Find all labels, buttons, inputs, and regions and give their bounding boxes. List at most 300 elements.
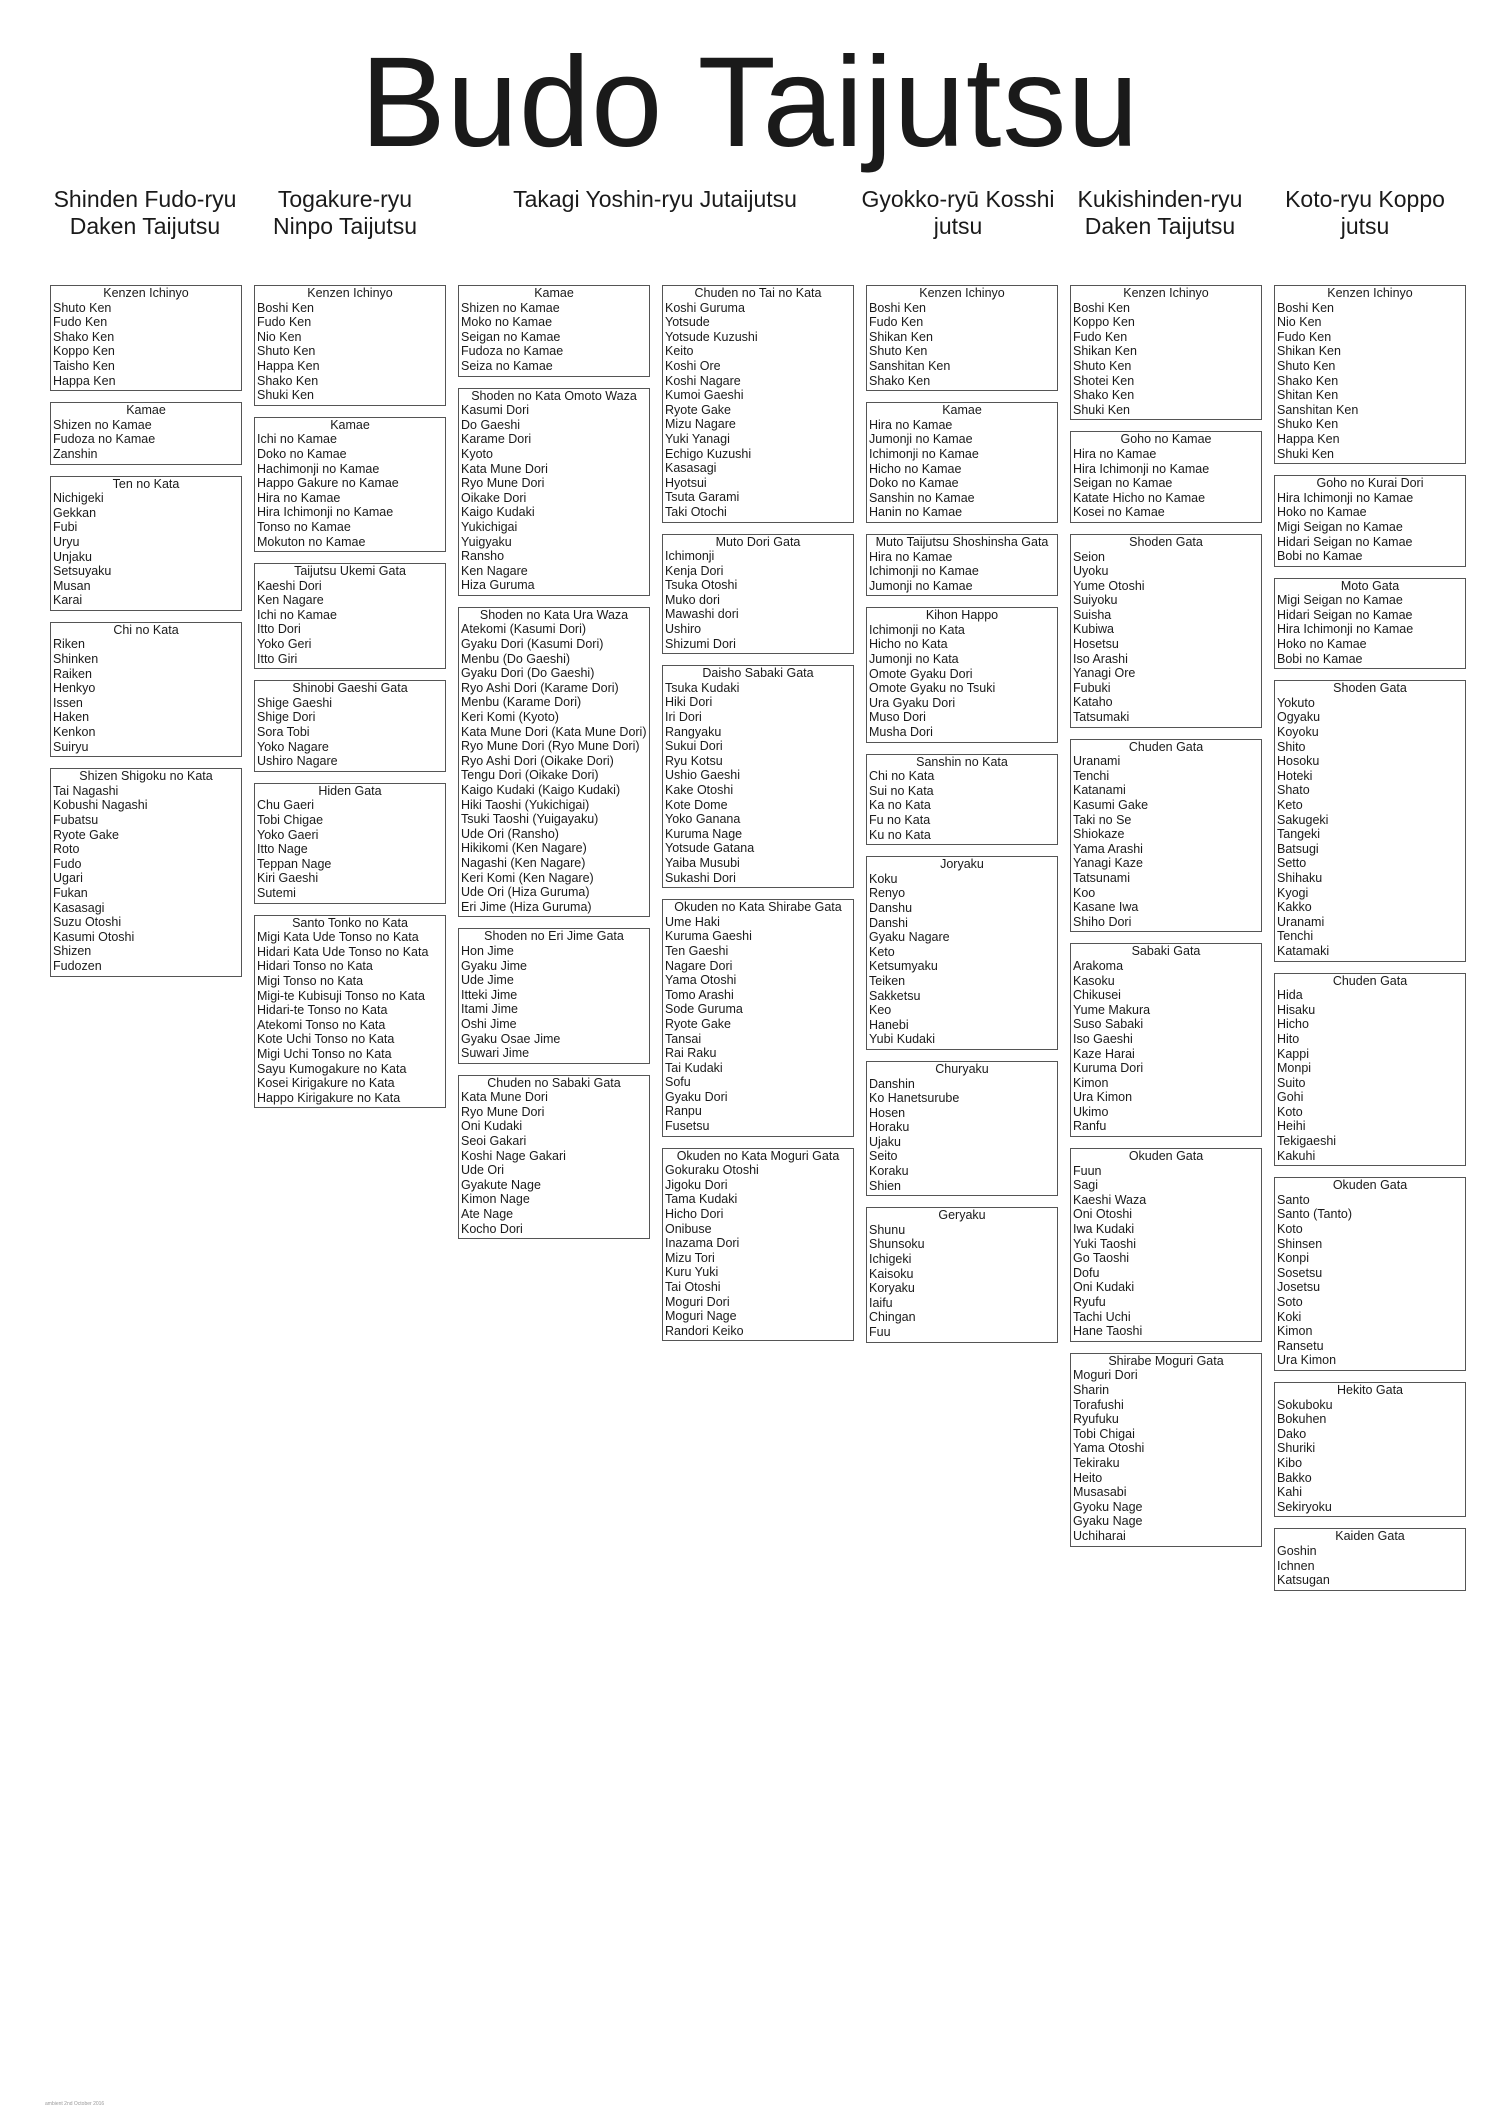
- technique-item: Gohi: [1277, 1090, 1304, 1105]
- technique-item: Yoko Geri: [257, 637, 312, 652]
- technique-item: Soto: [1277, 1295, 1303, 1309]
- group-title: Shoden Gata: [1333, 681, 1407, 696]
- technique-item: Tai Otoshi: [665, 1280, 721, 1294]
- group-title: Shoden no Kata Omoto Waza: [471, 388, 637, 403]
- technique-item: Yama Otoshi: [665, 973, 737, 988]
- technique-item: Tonso no Kamae: [257, 519, 351, 534]
- technique-item: Koppo Ken: [53, 344, 115, 359]
- technique-item: Shitan Ken: [1277, 388, 1339, 403]
- technique-item: Migi Seigan no Kamae: [1277, 593, 1403, 608]
- technique-column: [254, 285, 446, 1119]
- technique-item: Ichnen: [1277, 1558, 1315, 1573]
- technique-item: Happo Kirigakure no Kata: [257, 1090, 401, 1105]
- group-title: Shoden no Eri Jime Gata: [484, 929, 624, 944]
- technique-item: Monpi: [1277, 1061, 1312, 1076]
- technique-item: Keri Komi (Kyoto): [461, 710, 559, 725]
- technique-group-box: [1070, 943, 1262, 1137]
- technique-item: Yubi Kudaki: [869, 1032, 936, 1047]
- technique-item: Itto Giri: [257, 651, 298, 666]
- technique-item: Seigan no Kamae: [1073, 476, 1173, 491]
- technique-item: Keri Komi (Ken Nagare): [461, 870, 594, 885]
- technique-item: Nagare Dori: [665, 958, 733, 973]
- technique-item: Katsugan: [1277, 1573, 1330, 1588]
- technique-item: Shizumi Dori: [665, 636, 736, 651]
- technique-item: Ryufu: [1073, 1295, 1106, 1309]
- technique-column: [866, 285, 1058, 1354]
- technique-item: Shiho Dori: [1073, 914, 1132, 929]
- technique-item: Shien: [869, 1178, 901, 1193]
- technique-group-box: [458, 607, 650, 917]
- technique-item: Ude Jime: [461, 973, 514, 988]
- technique-item: Josetsu: [1277, 1280, 1321, 1295]
- group-title: Chuden no Tai no Kata: [694, 286, 822, 300]
- technique-item: Ushiro Nagare: [257, 754, 338, 769]
- technique-group-box: [1070, 1353, 1262, 1547]
- technique-item: Chingan: [869, 1310, 916, 1325]
- technique-item: Shikan Ken: [1073, 344, 1137, 359]
- technique-item: Hanebi: [869, 1017, 909, 1032]
- technique-item: Omote Gyaku Dori: [869, 666, 973, 681]
- technique-item: Happa Ken: [1277, 431, 1340, 446]
- technique-item: Kappi: [1277, 1046, 1309, 1061]
- technique-item: Shako Ken: [1277, 373, 1339, 388]
- technique-item: Suisha: [1073, 607, 1112, 622]
- technique-group-box: [1274, 1528, 1466, 1590]
- technique-item: Shuko Ken: [1277, 417, 1339, 432]
- technique-item: Yanagi Ore: [1073, 666, 1136, 681]
- technique-item: Kumoi Gaeshi: [665, 388, 744, 403]
- technique-item: Happa Ken: [257, 358, 320, 373]
- technique-item: Ken Nagare: [461, 563, 528, 578]
- technique-item: Fubatsu: [53, 813, 99, 827]
- technique-item: Hicho no Kata: [869, 637, 948, 652]
- technique-item: Kataho: [1073, 695, 1113, 710]
- technique-item: Tomo Arashi: [665, 987, 734, 1002]
- group-title: Chuden no Sabaki Gata: [487, 1075, 621, 1090]
- technique-item: Koraku: [869, 1164, 909, 1179]
- technique-item: Uchiharai: [1073, 1528, 1126, 1543]
- technique-item: Ryote Gake: [665, 402, 732, 417]
- group-title: Kamae: [126, 403, 166, 418]
- school-heading: Takagi Yoshin-ryu Jutaijutsu: [513, 186, 797, 212]
- technique-item: Kasumi Gake: [1073, 798, 1149, 812]
- technique-item: Gyakute Nage: [461, 1177, 541, 1192]
- technique-item: Yoko Ganana: [665, 812, 741, 827]
- technique-item: Nagashi (Ken Nagare): [461, 855, 586, 870]
- technique-group-box: [1274, 285, 1466, 464]
- group-title: Chi no Kata: [113, 622, 179, 637]
- technique-item: Setsuyaku: [53, 564, 112, 579]
- technique-item: Sofu: [665, 1075, 691, 1090]
- technique-item: Ichimonji no Kata: [869, 622, 965, 637]
- technique-item: Yume Makura: [1073, 1002, 1151, 1017]
- technique-item: Kimon: [1277, 1324, 1313, 1339]
- technique-item: Fudo Ken: [1277, 329, 1332, 344]
- technique-item: Katanami: [1073, 783, 1126, 798]
- technique-item: Tobi Chigae: [257, 813, 324, 827]
- school-heading: Kukishinden-ryu Daken Taijutsu: [1077, 186, 1243, 239]
- technique-item: Chikusei: [1073, 988, 1121, 1003]
- technique-item: Ransho: [461, 549, 505, 564]
- technique-group-box: [866, 285, 1058, 391]
- technique-item: Yaiba Musubi: [665, 855, 740, 870]
- technique-item: Fudoza no Kamae: [53, 432, 156, 447]
- technique-item: Koppo Ken: [1073, 315, 1135, 330]
- technique-item: Katate Hicho no Kamae: [1073, 490, 1206, 505]
- technique-item: Seoi Gakari: [461, 1134, 527, 1149]
- technique-item: Shotei Ken: [1073, 373, 1135, 388]
- technique-item: Mawashi dori: [665, 607, 739, 622]
- technique-item: Ude Ori (Ransho): [461, 826, 559, 841]
- technique-item: Teppan Nage: [257, 856, 332, 871]
- technique-item: Fudoza no Kamae: [461, 344, 564, 359]
- technique-item: Shinsen: [1277, 1236, 1323, 1251]
- technique-group-box: [458, 388, 650, 596]
- technique-item: Hira Ichimonji no Kamae: [1277, 490, 1414, 505]
- technique-item: Ume Haki: [665, 914, 720, 929]
- technique-item: Shizen no Kamae: [53, 417, 152, 432]
- technique-item: Gyaku Jime: [461, 958, 527, 973]
- technique-item: Go Taoshi: [1073, 1251, 1130, 1266]
- technique-item: Ichi no Kamae: [257, 432, 337, 447]
- technique-item: Hisaku: [1277, 1002, 1316, 1017]
- technique-item: Eri Jime (Hiza Guruma): [461, 899, 592, 914]
- technique-item: Sagi: [1073, 1178, 1099, 1193]
- technique-group-box: [254, 915, 446, 1109]
- technique-item: Tama Kudaki: [665, 1192, 738, 1207]
- group-title: Shinobi Gaeshi Gata: [292, 681, 408, 696]
- technique-group-box: [1274, 475, 1466, 567]
- technique-item: Gyaku Osae Jime: [461, 1031, 561, 1046]
- school-heading: Koto-ryu Koppo jutsu: [1285, 186, 1445, 239]
- technique-item: Hane Taoshi: [1073, 1324, 1143, 1339]
- technique-group-box: [254, 680, 446, 772]
- technique-item: Yotsude Gatana: [665, 841, 755, 856]
- technique-item: Danshu: [869, 900, 913, 915]
- technique-item: Tsuka Kudaki: [665, 680, 740, 695]
- technique-item: Jumonji no Kamae: [869, 432, 973, 447]
- technique-item: Taisho Ken: [53, 358, 115, 373]
- technique-item: Itto Nage: [257, 842, 308, 857]
- technique-item: Hicho Dori: [665, 1207, 724, 1222]
- technique-item: Hicho: [1277, 1017, 1309, 1032]
- technique-item: Shuto Ken: [257, 344, 316, 359]
- technique-item: Kimon Nage: [461, 1192, 530, 1207]
- technique-item: Shito: [1277, 739, 1306, 754]
- technique-item: Tsuka Otoshi: [665, 578, 738, 593]
- technique-item: Ranpu: [665, 1104, 702, 1119]
- technique-item: Ichigeki: [869, 1252, 912, 1267]
- technique-group-box: [866, 856, 1058, 1050]
- technique-item: Fusetsu: [665, 1119, 710, 1134]
- technique-item: Musha Dori: [869, 725, 933, 740]
- technique-item: Fuun: [1073, 1163, 1102, 1178]
- group-title: Daisho Sabaki Gata: [702, 666, 814, 681]
- technique-item: Ryo Ashi Dori (Oikake Dori): [461, 753, 614, 768]
- technique-item: Koshi Nagare: [665, 373, 741, 388]
- technique-column: [662, 285, 854, 1352]
- technique-item: Migi Seigan no Kamae: [1277, 519, 1403, 534]
- technique-item: Chi no Kata: [869, 769, 935, 784]
- technique-item: Kaze Harai: [1073, 1046, 1135, 1061]
- technique-item: Horaku: [869, 1120, 910, 1135]
- technique-item: Kimon: [1073, 1075, 1109, 1090]
- technique-item: Suwari Jime: [461, 1046, 530, 1061]
- technique-item: Menbu (Do Gaeshi): [461, 651, 571, 666]
- technique-item: Hosoku: [1277, 754, 1320, 769]
- technique-group-box: [1070, 739, 1262, 933]
- technique-item: Gyaku Dori (Kasumi Dori): [461, 637, 604, 652]
- technique-item: Iso Gaeshi: [1073, 1031, 1133, 1046]
- group-title: Shizen Shigoku no Kata: [79, 769, 213, 784]
- technique-item: Suiyoku: [1073, 593, 1118, 608]
- technique-item: Tatsunami: [1073, 870, 1130, 885]
- technique-group-box: [50, 476, 242, 611]
- technique-item: Gyaku Nagare: [869, 930, 950, 945]
- technique-item: Oshi Jime: [461, 1016, 517, 1031]
- technique-item: Shuto Ken: [869, 344, 928, 359]
- technique-item: Hidari-te Tonso no Kata: [257, 1003, 388, 1018]
- technique-item: Kake Otoshi: [665, 783, 734, 797]
- technique-item: Shuto Ken: [1073, 358, 1132, 373]
- group-title: Kenzen Ichinyo: [103, 286, 189, 300]
- group-title: Kaiden Gata: [1335, 1529, 1405, 1544]
- technique-item: Hira Ichimonji no Kamae: [257, 505, 394, 520]
- technique-item: Kahi: [1277, 1485, 1303, 1500]
- group-title: Geryaku: [938, 1208, 986, 1223]
- technique-item: Kosei no Kamae: [1073, 505, 1165, 520]
- school-heading: Shinden Fudo-ryu Daken Taijutsu: [53, 186, 237, 239]
- technique-item: Yotsude Kuzushi: [665, 329, 758, 344]
- technique-item: Boshi Ken: [257, 300, 314, 315]
- technique-item: Hidari Seigan no Kamae: [1277, 607, 1413, 622]
- technique-item: Yanagi Kaze: [1073, 856, 1143, 871]
- technique-item: Ryufuku: [1073, 1412, 1119, 1427]
- technique-item: Doko no Kamae: [257, 446, 347, 461]
- technique-item: Mizu Nagare: [665, 417, 736, 432]
- technique-item: Shuriki: [1277, 1441, 1316, 1456]
- technique-item: Sayu Kumogakure no Kata: [257, 1061, 407, 1076]
- technique-item: Shizen no Kamae: [461, 300, 560, 315]
- technique-item: Hidari Tonso no Kata: [257, 959, 373, 974]
- technique-item: Uranami: [1277, 914, 1325, 929]
- technique-item: Riken: [53, 637, 85, 652]
- technique-item: Hicho no Kamae: [869, 461, 962, 476]
- technique-item: Dofu: [1073, 1265, 1100, 1280]
- technique-item: Migi Kata Ude Tonso no Kata: [257, 930, 419, 945]
- technique-item: Suso Sabaki: [1073, 1017, 1144, 1032]
- technique-item: Fudo Ken: [869, 315, 924, 330]
- technique-item: Koryaku: [869, 1281, 915, 1296]
- technique-item: Hon Jime: [461, 943, 514, 958]
- technique-item: Danshi: [869, 915, 908, 930]
- technique-item: Koyoku: [1277, 725, 1319, 740]
- technique-item: Kobushi Nagashi: [53, 798, 148, 813]
- technique-item: Uyoku: [1073, 564, 1109, 579]
- technique-item: Kaigo Kudaki: [461, 505, 535, 520]
- technique-item: Gyaku Nage: [1073, 1514, 1143, 1529]
- group-title: Kenzen Ichinyo: [1123, 286, 1209, 300]
- technique-item: Ryo Ashi Dori (Karame Dori): [461, 680, 619, 695]
- technique-item: Echigo Kuzushi: [665, 446, 752, 461]
- technique-item: Ura Gyaku Dori: [869, 695, 956, 710]
- technique-item: Atekomi (Kasumi Dori): [461, 622, 587, 637]
- technique-group-box: [662, 665, 854, 888]
- technique-item: Ryo Mune Dori: [461, 476, 545, 491]
- technique-item: Yume Otoshi: [1073, 578, 1145, 593]
- technique-item: Koshi Ore: [665, 358, 721, 373]
- technique-item: Fukan: [53, 885, 88, 900]
- technique-item: Tangeki: [1277, 827, 1321, 842]
- technique-group-box: [458, 928, 650, 1063]
- technique-item: Ura Kimon: [1073, 1090, 1133, 1105]
- technique-item: Koshi Nage Gakari: [461, 1148, 566, 1163]
- technique-item: Shuki Ken: [1277, 446, 1334, 461]
- technique-group-box: [1274, 973, 1466, 1167]
- technique-item: Keto: [869, 944, 895, 959]
- group-title: Kenzen Ichinyo: [919, 286, 1005, 300]
- technique-item: Kosei Kirigakure no Kata: [257, 1076, 395, 1091]
- technique-item: Jigoku Dori: [665, 1177, 728, 1192]
- group-title: Sanshin no Kata: [916, 754, 1008, 769]
- technique-group-box: [1070, 534, 1262, 728]
- technique-group-box: [1070, 1148, 1262, 1342]
- technique-item: Uryu: [53, 534, 80, 549]
- technique-item: Kuruma Nage: [665, 826, 743, 841]
- technique-group-box: [866, 1061, 1058, 1196]
- technique-item: Ko Hanetsurube: [869, 1091, 960, 1106]
- technique-item: Shako Ken: [257, 373, 319, 388]
- technique-item: Sutemi: [257, 885, 296, 900]
- technique-item: Sharin: [1073, 1382, 1110, 1397]
- school-heading: Togakure-ryu Ninpo Taijutsu: [272, 186, 418, 239]
- technique-item: Kata Mune Dori: [461, 461, 548, 476]
- group-title: Kenzen Ichinyo: [1327, 286, 1413, 300]
- technique-item: Moguri Dori: [1073, 1368, 1138, 1383]
- technique-item: Muso Dori: [869, 710, 926, 725]
- technique-item: Renyo: [869, 886, 906, 901]
- technique-item: Kaigo Kudaki (Kaigo Kudaki): [461, 783, 621, 797]
- technique-item: Oni Otoshi: [1073, 1207, 1133, 1222]
- group-title: Kamae: [942, 403, 982, 418]
- technique-item: Kyogi: [1277, 885, 1309, 900]
- technique-item: Tobi Chigai: [1073, 1426, 1135, 1441]
- technique-item: Yama Otoshi: [1073, 1441, 1145, 1456]
- technique-item: Setto: [1277, 856, 1307, 871]
- technique-item: Yuki Taoshi: [1073, 1236, 1137, 1251]
- technique-item: Bobi no Kamae: [1277, 651, 1363, 666]
- technique-item: Omote Gyaku no Tsuki: [869, 681, 996, 696]
- technique-item: Keto: [1277, 798, 1303, 812]
- technique-item: Shiokaze: [1073, 827, 1125, 842]
- group-title: Shoden Gata: [1129, 534, 1203, 549]
- technique-item: Itami Jime: [461, 1002, 518, 1017]
- technique-item: Yoko Gaeri: [257, 827, 319, 842]
- technique-item: Kuruma Gaeshi: [665, 929, 752, 944]
- technique-item: Ichimonji no Kamae: [869, 564, 979, 579]
- technique-item: Kote Uchi Tonso no Kata: [257, 1032, 395, 1047]
- technique-item: Hachimonji no Kamae: [257, 461, 380, 476]
- technique-item: Sode Guruma: [665, 1002, 743, 1017]
- technique-item: Hira no Kamae: [257, 490, 341, 505]
- technique-item: Hidari Kata Ude Tonso no Kata: [257, 944, 429, 959]
- group-title: Hiden Gata: [318, 783, 382, 798]
- technique-item: Shuki Ken: [1073, 402, 1130, 417]
- technique-item: Hira Ichimonji no Kamae: [1277, 622, 1414, 637]
- technique-group-box: [866, 754, 1058, 846]
- group-title: Hekito Gata: [1336, 1382, 1403, 1397]
- technique-item: Hiza Guruma: [461, 578, 535, 593]
- technique-item: Ukimo: [1073, 1104, 1109, 1119]
- technique-item: Ransetu: [1277, 1338, 1324, 1353]
- technique-item: Kata Mune Dori (Kata Mune Dori): [461, 724, 647, 739]
- technique-item: Goshin: [1277, 1543, 1317, 1558]
- technique-item: Happo Gakure no Kamae: [257, 476, 399, 491]
- technique-item: Yokuto: [1277, 695, 1315, 710]
- technique-item: Dako: [1277, 1426, 1307, 1441]
- technique-group-box: [50, 402, 242, 464]
- technique-item: Zanshin: [53, 446, 98, 461]
- technique-item: Jumonji no Kata: [869, 652, 959, 667]
- technique-item: Shige Dori: [257, 710, 316, 725]
- technique-item: Hira no Kamae: [1073, 446, 1157, 461]
- technique-item: Menbu (Karame Dori): [461, 695, 582, 710]
- technique-item: Shuto Ken: [53, 300, 112, 315]
- technique-item: Suito: [1277, 1075, 1306, 1090]
- technique-group-box: [254, 783, 446, 904]
- technique-item: Ichi no Kamae: [257, 607, 337, 622]
- group-title: Shirabe Moguri Gata: [1108, 1353, 1224, 1368]
- technique-item: Fudo: [53, 856, 82, 871]
- technique-item: Nio Ken: [257, 329, 302, 344]
- technique-item: Shuto Ken: [1277, 358, 1336, 373]
- group-title: Shoden no Kata Ura Waza: [479, 607, 629, 622]
- technique-item: Hyotsui: [665, 475, 707, 490]
- technique-item: Fudo Ken: [53, 315, 108, 330]
- group-title: Moto Gata: [1340, 578, 1400, 593]
- technique-item: Tengu Dori (Oikake Dori): [461, 768, 599, 783]
- group-title: Taijutsu Ukemi Gata: [294, 564, 406, 579]
- technique-item: Gokuraku Otoshi: [665, 1163, 759, 1178]
- technique-item: Shunu: [869, 1222, 906, 1237]
- technique-item: Moguri Nage: [665, 1309, 737, 1324]
- technique-column: [50, 285, 242, 988]
- technique-item: Kocho Dori: [461, 1221, 523, 1236]
- technique-item: Kenja Dori: [665, 563, 724, 578]
- technique-item: Kaeshi Dori: [257, 578, 322, 593]
- technique-item: Atekomi Tonso no Kata: [257, 1017, 386, 1032]
- technique-item: Kubiwa: [1073, 622, 1114, 637]
- technique-item: Taki Otochi: [665, 504, 727, 519]
- technique-item: Yotsude: [665, 315, 710, 330]
- technique-item: Ranfu: [1073, 1119, 1107, 1134]
- technique-group-box: [662, 1148, 854, 1342]
- technique-item: Ichimonji no Kamae: [869, 446, 979, 461]
- technique-item: Hikikomi (Ken Nagare): [461, 841, 587, 856]
- technique-item: Ryu Kotsu: [665, 753, 723, 768]
- technique-item: Hoko no Kamae: [1277, 637, 1367, 652]
- technique-item: Onibuse: [665, 1221, 712, 1236]
- technique-item: Arakoma: [1073, 958, 1124, 973]
- technique-item: Tachi Uchi: [1073, 1309, 1131, 1324]
- technique-item: Happa Ken: [53, 373, 116, 388]
- technique-item: Shizen: [53, 944, 92, 959]
- technique-item: Suzu Otoshi: [53, 915, 122, 930]
- technique-item: Kyoto: [461, 446, 493, 461]
- technique-item: Seion: [1073, 549, 1105, 564]
- technique-item: Kuru Yuki: [665, 1265, 719, 1280]
- technique-item: Seito: [869, 1149, 898, 1164]
